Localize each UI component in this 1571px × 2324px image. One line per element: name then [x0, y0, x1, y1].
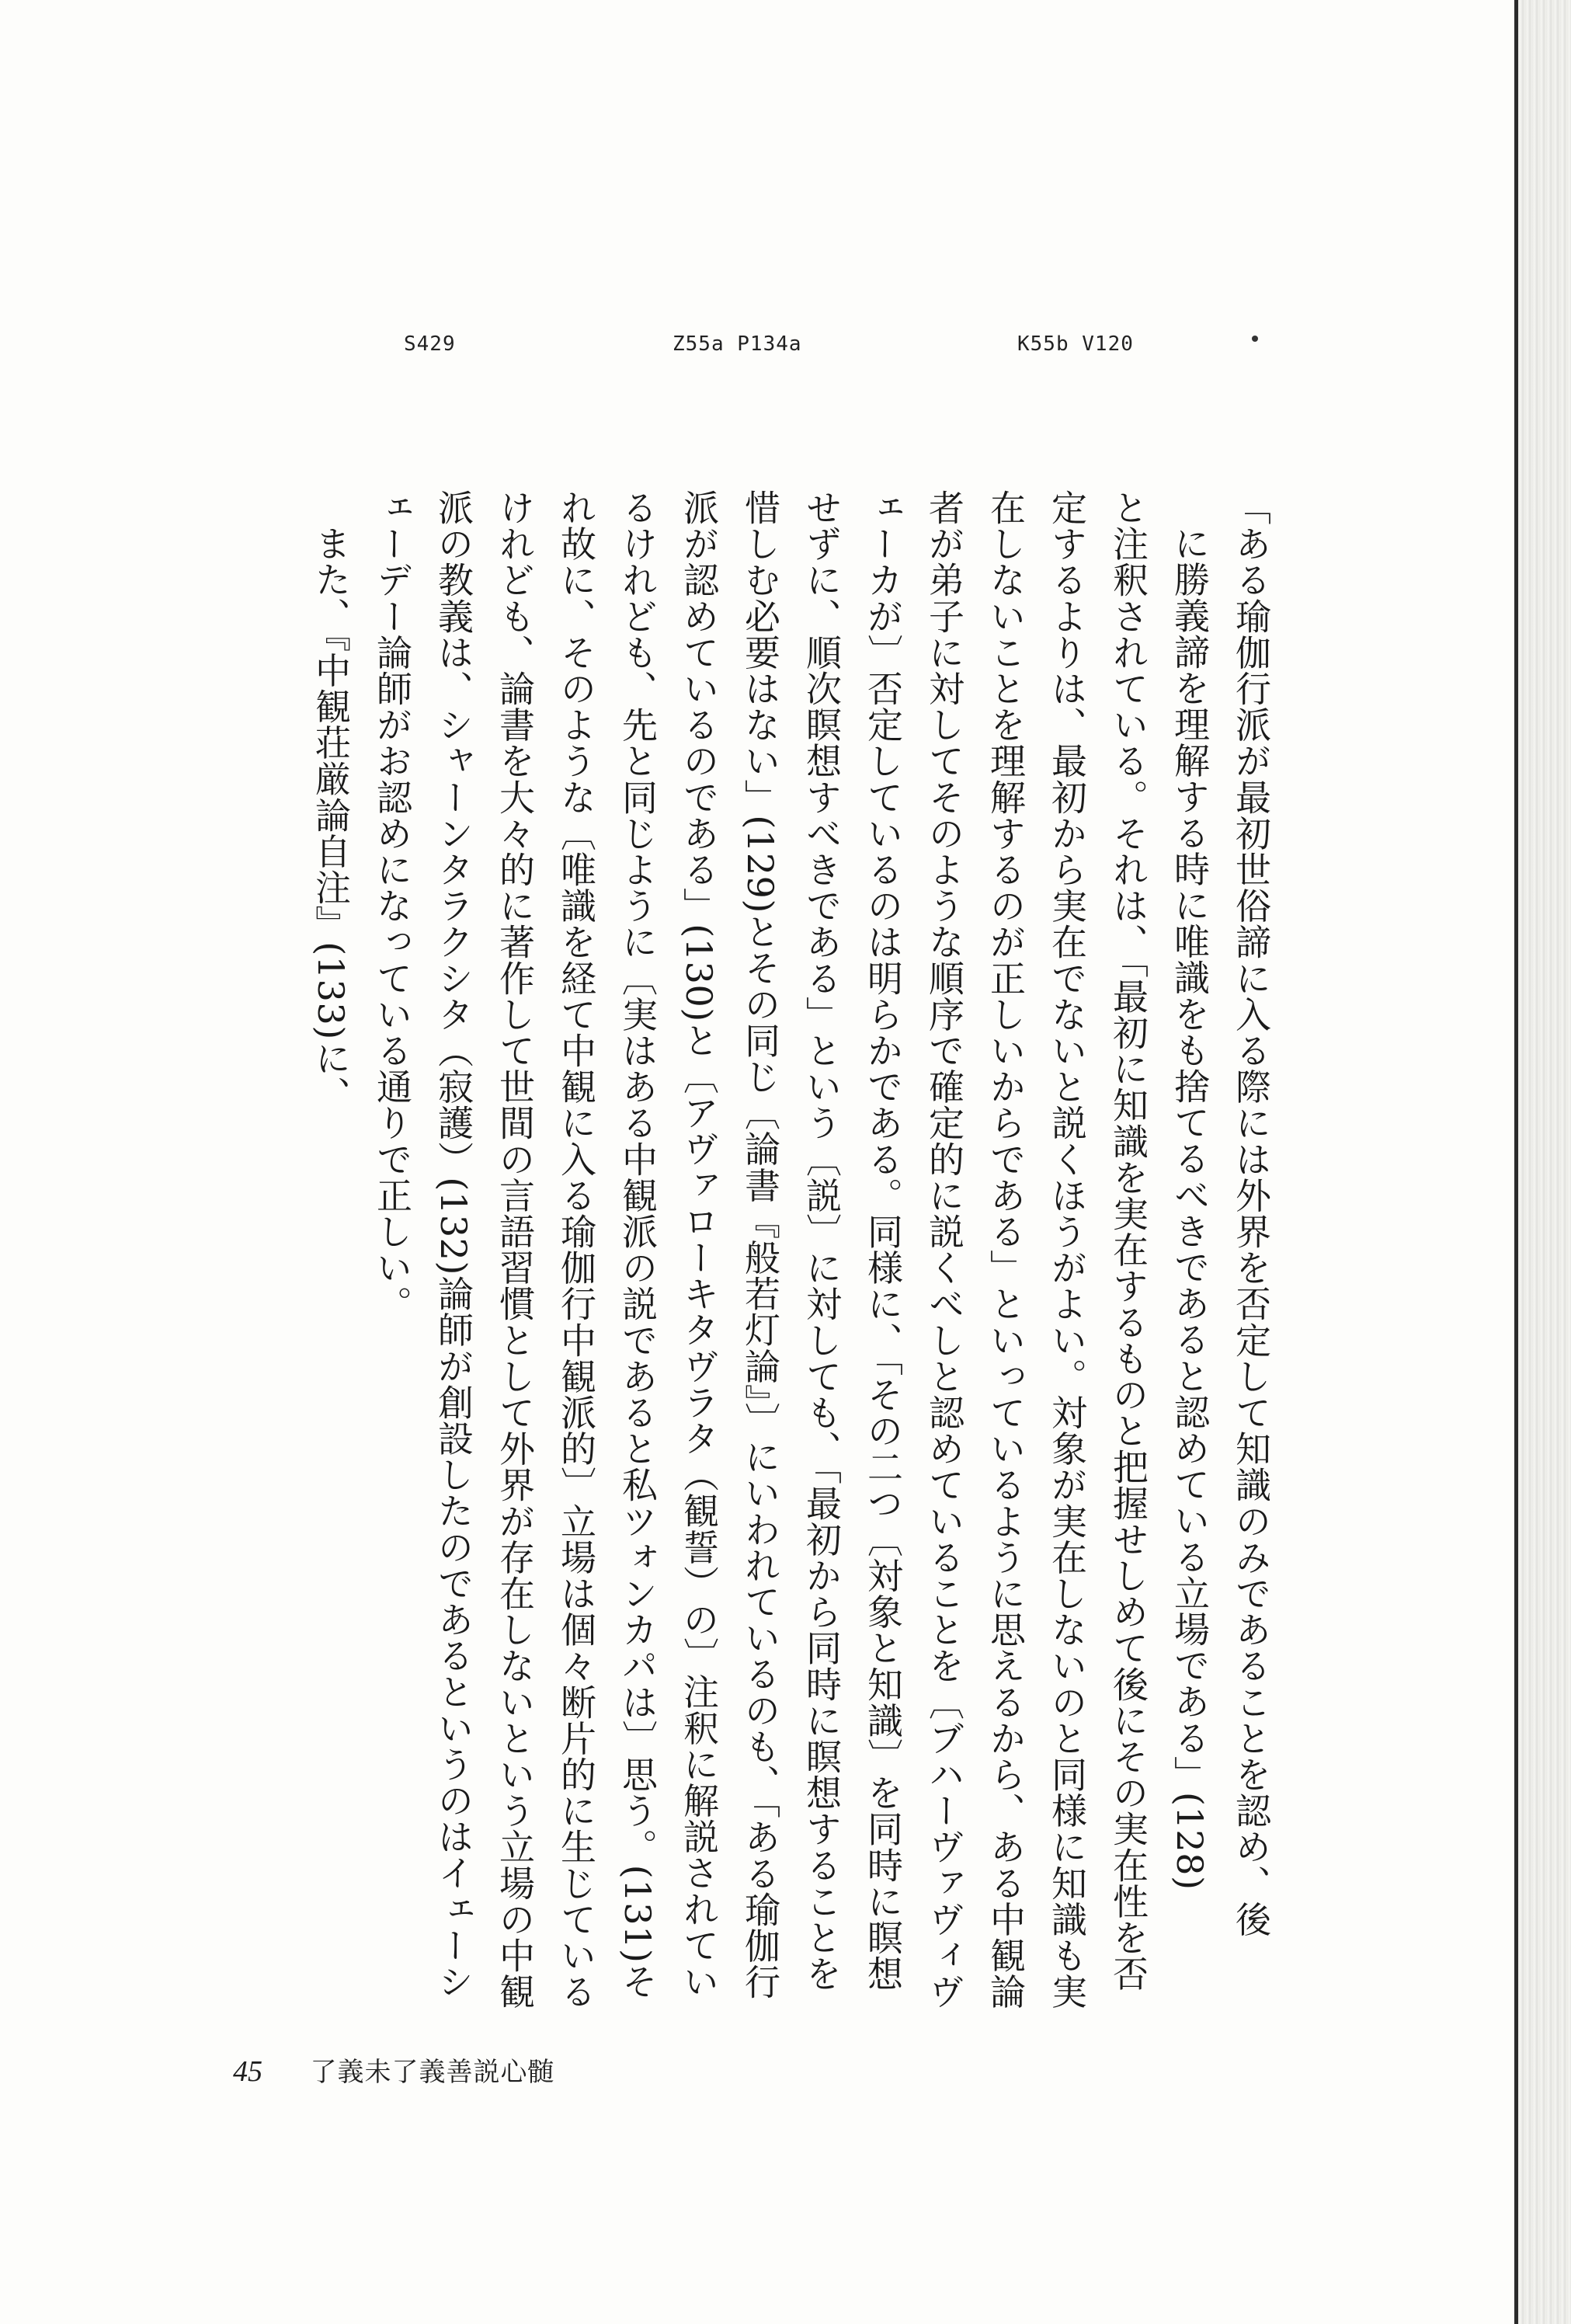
- page-number: 45: [233, 2055, 262, 2088]
- paragraph-quote-end: に勝義諦を理解する時に唯識をも捨てるべきであると認めている立場である」(128): [1169, 525, 1211, 1891]
- page-footer: [233, 2051, 554, 2089]
- paragraph-main: と注釈されている。それは、「最初に知識を実在するものと把握せしめて後にその実在性を否定するよりは、最初から実在でないと説くほうがよい。対象が実在しないのと同様に知識も実在しないことを理解するのが正しいからである」といっているように思えるから、ある中観論者が弟子に対してそのような順序で確定的に説くべしと認めていることを〔ブハーヴァヴィヴェーカが〕否定しているのは明らかである。同様に、「その二つ〔対象と知識〕を同時に瞑想せずに、順次瞑想すべきである」という〔説〕に対しても、「最初から同時に瞑想することを惜しむ必要はない」(129)とその同じ〔論書『般若灯論』〕にいわれているのも、「ある瑜伽行派が認めているのである」(130)と〔アヴァローキタヴラタ（観誓）の〕注釈に解説されているけれども、先と同じように〔実はある中観派の説であると私ツォンカパは〕思う。(131)それ故に、そのような〔唯識を経て中観に入る瑜伽行中観派的〕立場は個々断片的に生じているけれども、論書を大々的に著作して世間の言語習慣として外界が存在しないという立場の中観派の教義は、シャーンタラクシタ（寂護）(132)論師が創設したのであるというのはイェーシェーデー論師がお認めになっている通りで正しい。: [371, 489, 1149, 2010]
- paragraph-closing: また、『中観荘厳論自注』(133)に、: [310, 525, 352, 1113]
- margin-dot-mark: [1252, 336, 1258, 342]
- binding-gutter-shadow: [1518, 0, 1571, 2324]
- reference-marker-k: K55b V120: [1017, 332, 1134, 356]
- vertical-body-text: [233, 489, 1281, 2027]
- reference-marker-z: Z55a P134a: [673, 332, 802, 356]
- reference-marker-s: S429: [404, 332, 456, 356]
- paragraph-quote-start: 「ある瑜伽行派が最初世俗諦に入る際には外界を否定して知識のみであることを認め、後: [1230, 489, 1272, 1937]
- running-title: 了義未了義善説心髄: [310, 2057, 555, 2088]
